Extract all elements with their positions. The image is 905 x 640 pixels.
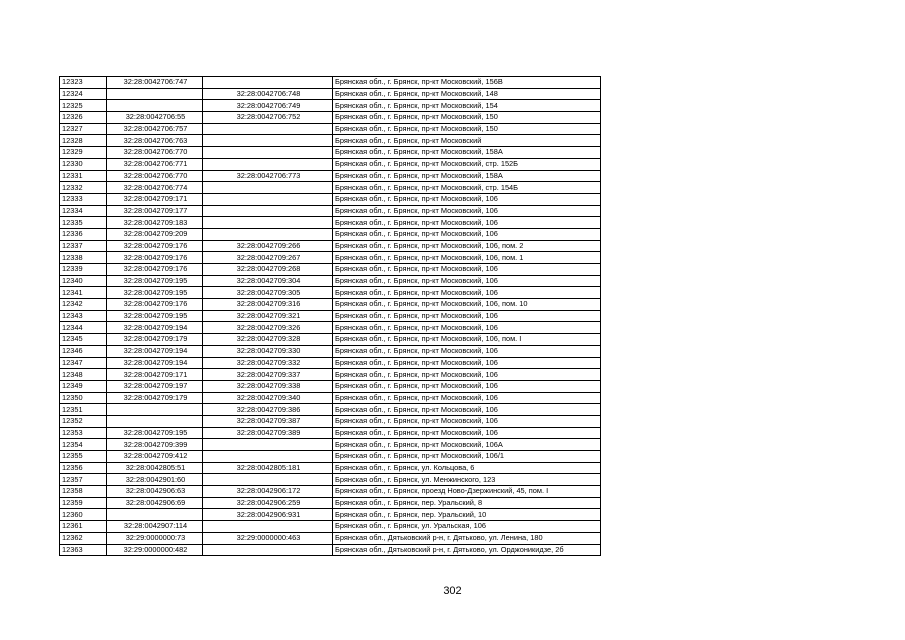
address-cell: Брянская обл., г. Брянск, пр-кт Московский, 106 bbox=[333, 217, 601, 229]
object-cadastral-number-cell bbox=[203, 123, 333, 135]
cadastral-number-cell bbox=[107, 415, 203, 427]
table-row bbox=[60, 462, 601, 474]
object-cadastral-number-cell: 32:28:0042709:316 bbox=[203, 299, 333, 311]
row-number-cell: 12324 bbox=[60, 88, 107, 100]
table-row bbox=[60, 380, 601, 392]
table-row bbox=[60, 240, 601, 252]
object-cadastral-number-cell: 32:28:0042709:326 bbox=[203, 322, 333, 334]
address-cell: Брянская обл., г. Брянск, пр-кт Московский, 106 bbox=[333, 427, 601, 439]
object-cadastral-number-cell: 32:28:0042906:259 bbox=[203, 497, 333, 509]
object-cadastral-number-cell bbox=[203, 521, 333, 533]
object-cadastral-number-cell bbox=[203, 158, 333, 170]
address-cell: Брянская обл., г. Брянск, пр-кт Московский, 158А bbox=[333, 170, 601, 182]
cadastral-number-cell: 32:28:0042706:55 bbox=[107, 112, 203, 124]
table-row bbox=[60, 252, 601, 264]
cadastral-number-cell bbox=[107, 404, 203, 416]
cadastral-number-cell: 32:28:0042906:69 bbox=[107, 497, 203, 509]
address-cell: Брянская обл., г. Брянск, пр-кт Московский, 106 bbox=[333, 392, 601, 404]
cadastral-number-cell: 32:28:0042709:195 bbox=[107, 310, 203, 322]
cadastral-number-cell: 32:28:0042709:195 bbox=[107, 287, 203, 299]
table-row bbox=[60, 264, 601, 276]
row-number-cell: 12334 bbox=[60, 205, 107, 217]
row-number-cell: 12348 bbox=[60, 369, 107, 381]
address-cell: Брянская обл., г. Брянск, пр-кт Московский, 106, пом. 10 bbox=[333, 299, 601, 311]
cadastral-number-cell: 32:28:0042709:179 bbox=[107, 334, 203, 346]
row-number-cell: 12358 bbox=[60, 486, 107, 498]
object-cadastral-number-cell: 32:28:0042706:773 bbox=[203, 170, 333, 182]
row-number-cell: 12330 bbox=[60, 158, 107, 170]
object-cadastral-number-cell: 32:28:0042709:267 bbox=[203, 252, 333, 264]
row-number-cell: 12329 bbox=[60, 147, 107, 159]
table-row bbox=[60, 439, 601, 451]
address-cell: Брянская обл., г. Брянск, пр-кт Московский, 106, пом. I bbox=[333, 334, 601, 346]
row-number-cell: 12331 bbox=[60, 170, 107, 182]
table-row bbox=[60, 158, 601, 170]
row-number-cell: 12359 bbox=[60, 497, 107, 509]
row-number-cell: 12353 bbox=[60, 427, 107, 439]
address-cell: Брянская обл., г. Брянск, ул. Уральская, 106 bbox=[333, 521, 601, 533]
address-cell: Брянская обл., г. Брянск, пр-кт Московский, 150 bbox=[333, 112, 601, 124]
object-cadastral-number-cell: 32:29:0000000:463 bbox=[203, 532, 333, 544]
row-number-cell: 12349 bbox=[60, 380, 107, 392]
object-cadastral-number-cell: 32:28:0042709:321 bbox=[203, 310, 333, 322]
row-number-cell: 12338 bbox=[60, 252, 107, 264]
table-row bbox=[60, 369, 601, 381]
property-register-table bbox=[59, 76, 601, 556]
object-cadastral-number-cell bbox=[203, 451, 333, 463]
row-number-cell: 12342 bbox=[60, 299, 107, 311]
object-cadastral-number-cell bbox=[203, 77, 333, 89]
object-cadastral-number-cell: 32:28:0042709:266 bbox=[203, 240, 333, 252]
address-cell: Брянская обл., г. Брянск, пр-кт Московский, 106 bbox=[333, 264, 601, 276]
address-cell: Брянская обл., г. Брянск, ул. Менжинского, 123 bbox=[333, 474, 601, 486]
table-row bbox=[60, 497, 601, 509]
row-number-cell: 12344 bbox=[60, 322, 107, 334]
cadastral-number-cell: 32:29:0000000:73 bbox=[107, 532, 203, 544]
address-cell: Брянская обл., г. Брянск, пр-кт Московский, 106 bbox=[333, 310, 601, 322]
table-row bbox=[60, 88, 601, 100]
table-row bbox=[60, 112, 601, 124]
table-row bbox=[60, 392, 601, 404]
address-cell: Брянская обл., г. Брянск, пр-кт Московский, 106 bbox=[333, 275, 601, 287]
row-number-cell: 12343 bbox=[60, 310, 107, 322]
cadastral-number-cell: 32:28:0042706:770 bbox=[107, 170, 203, 182]
address-cell: Брянская обл., г. Брянск, пр-кт Московский, 148 bbox=[333, 88, 601, 100]
object-cadastral-number-cell: 32:28:0042706:749 bbox=[203, 100, 333, 112]
table-row bbox=[60, 509, 601, 521]
table-row bbox=[60, 486, 601, 498]
cadastral-number-cell bbox=[107, 509, 203, 521]
address-cell: Брянская обл., Дятьковский р-н, г. Дятьково, ул. Орджоникидзе, 2б bbox=[333, 544, 601, 556]
row-number-cell: 12354 bbox=[60, 439, 107, 451]
row-number-cell: 12335 bbox=[60, 217, 107, 229]
cadastral-number-cell: 32:28:0042706:747 bbox=[107, 77, 203, 89]
address-cell: Брянская обл., г. Брянск, пр-кт Московский, 156В bbox=[333, 77, 601, 89]
row-number-cell: 12345 bbox=[60, 334, 107, 346]
cadastral-number-cell: 32:28:0042709:179 bbox=[107, 392, 203, 404]
cadastral-number-cell: 32:29:0000000:482 bbox=[107, 544, 203, 556]
table-row bbox=[60, 228, 601, 240]
table-row bbox=[60, 193, 601, 205]
row-number-cell: 12332 bbox=[60, 182, 107, 194]
row-number-cell: 12347 bbox=[60, 357, 107, 369]
address-cell: Брянская обл., г. Брянск, пр-кт Московский, стр. 152Б bbox=[333, 158, 601, 170]
cadastral-number-cell bbox=[107, 88, 203, 100]
object-cadastral-number-cell: 32:28:0042709:389 bbox=[203, 427, 333, 439]
table-row bbox=[60, 345, 601, 357]
object-cadastral-number-cell bbox=[203, 217, 333, 229]
row-number-cell: 12355 bbox=[60, 451, 107, 463]
row-number-cell: 12333 bbox=[60, 193, 107, 205]
row-number-cell: 12361 bbox=[60, 521, 107, 533]
cadastral-number-cell: 32:28:0042709:194 bbox=[107, 322, 203, 334]
address-cell: Брянская обл., г. Брянск, ул. Кольцова, 6 bbox=[333, 462, 601, 474]
row-number-cell: 12363 bbox=[60, 544, 107, 556]
cadastral-number-cell: 32:28:0042709:176 bbox=[107, 299, 203, 311]
address-cell: Брянская обл., г. Брянск, пр-кт Московский, 106, пом. 1 bbox=[333, 252, 601, 264]
table-row bbox=[60, 205, 601, 217]
address-cell: Брянская обл., г. Брянск, пер. Уральский, 8 bbox=[333, 497, 601, 509]
object-cadastral-number-cell: 32:28:0042906:172 bbox=[203, 486, 333, 498]
object-cadastral-number-cell: 32:28:0042709:340 bbox=[203, 392, 333, 404]
cadastral-number-cell bbox=[107, 100, 203, 112]
table-body bbox=[60, 77, 601, 556]
object-cadastral-number-cell bbox=[203, 205, 333, 217]
cadastral-number-cell: 32:28:0042709:171 bbox=[107, 369, 203, 381]
table-row bbox=[60, 427, 601, 439]
table-row bbox=[60, 322, 601, 334]
table-row bbox=[60, 217, 601, 229]
address-cell: Брянская обл., г. Брянск, пр-кт Московский, 106 bbox=[333, 369, 601, 381]
address-cell: Брянская обл., Дятьковский р-н, г. Дятьково, ул. Ленина, 180 bbox=[333, 532, 601, 544]
object-cadastral-number-cell bbox=[203, 147, 333, 159]
object-cadastral-number-cell bbox=[203, 544, 333, 556]
row-number-cell: 12360 bbox=[60, 509, 107, 521]
row-number-cell: 12350 bbox=[60, 392, 107, 404]
row-number-cell: 12327 bbox=[60, 123, 107, 135]
table-row bbox=[60, 451, 601, 463]
table-row bbox=[60, 275, 601, 287]
table-row bbox=[60, 404, 601, 416]
table-row bbox=[60, 77, 601, 89]
object-cadastral-number-cell: 32:28:0042709:304 bbox=[203, 275, 333, 287]
table-row bbox=[60, 170, 601, 182]
object-cadastral-number-cell: 32:28:0042709:337 bbox=[203, 369, 333, 381]
table-row bbox=[60, 135, 601, 147]
address-cell: Брянская обл., г. Брянск, пр-кт Московский, 106 bbox=[333, 287, 601, 299]
row-number-cell: 12351 bbox=[60, 404, 107, 416]
object-cadastral-number-cell: 32:28:0042709:268 bbox=[203, 264, 333, 276]
cadastral-number-cell: 32:28:0042706:757 bbox=[107, 123, 203, 135]
address-cell: Брянская обл., г. Брянск, пр-кт Московский, стр. 154Б bbox=[333, 182, 601, 194]
row-number-cell: 12339 bbox=[60, 264, 107, 276]
address-cell: Брянская обл., г. Брянск, пр-кт Московский, 150 bbox=[333, 123, 601, 135]
table-row bbox=[60, 532, 601, 544]
cadastral-number-cell: 32:28:0042709:183 bbox=[107, 217, 203, 229]
table-row bbox=[60, 182, 601, 194]
object-cadastral-number-cell bbox=[203, 439, 333, 451]
cadastral-number-cell: 32:28:0042907:114 bbox=[107, 521, 203, 533]
cadastral-number-cell: 32:28:0042706:771 bbox=[107, 158, 203, 170]
address-cell: Брянская обл., г. Брянск, пер. Уральский, 10 bbox=[333, 509, 601, 521]
cadastral-number-cell: 32:28:0042906:63 bbox=[107, 486, 203, 498]
row-number-cell: 12325 bbox=[60, 100, 107, 112]
object-cadastral-number-cell bbox=[203, 182, 333, 194]
row-number-cell: 12341 bbox=[60, 287, 107, 299]
address-cell: Брянская обл., г. Брянск, пр-кт Московский, 106 bbox=[333, 357, 601, 369]
table-row bbox=[60, 521, 601, 533]
address-cell: Брянская обл., г. Брянск, пр-кт Московский, 106 bbox=[333, 345, 601, 357]
address-cell: Брянская обл., г. Брянск, пр-кт Московский, 158А bbox=[333, 147, 601, 159]
row-number-cell: 12362 bbox=[60, 532, 107, 544]
cadastral-number-cell: 32:28:0042901:60 bbox=[107, 474, 203, 486]
object-cadastral-number-cell bbox=[203, 474, 333, 486]
table-row bbox=[60, 299, 601, 311]
address-cell: Брянская обл., г. Брянск, пр-кт Московский, 106 bbox=[333, 380, 601, 392]
table-row bbox=[60, 357, 601, 369]
cadastral-number-cell: 32:28:0042709:195 bbox=[107, 427, 203, 439]
cadastral-number-cell: 32:28:0042709:197 bbox=[107, 380, 203, 392]
table-row bbox=[60, 415, 601, 427]
cadastral-number-cell: 32:28:0042706:763 bbox=[107, 135, 203, 147]
cadastral-number-cell: 32:28:0042709:176 bbox=[107, 240, 203, 252]
cadastral-number-cell: 32:28:0042709:194 bbox=[107, 357, 203, 369]
cadastral-number-cell: 32:28:0042709:176 bbox=[107, 252, 203, 264]
table-row bbox=[60, 334, 601, 346]
address-cell: Брянская обл., г. Брянск, пр-кт Московский bbox=[333, 135, 601, 147]
address-cell: Брянская обл., г. Брянск, пр-кт Московский, 154 bbox=[333, 100, 601, 112]
page-number: 302 bbox=[443, 585, 462, 597]
object-cadastral-number-cell: 32:28:0042709:332 bbox=[203, 357, 333, 369]
row-number-cell: 12336 bbox=[60, 228, 107, 240]
table-row bbox=[60, 100, 601, 112]
cadastral-number-cell: 32:28:0042805:51 bbox=[107, 462, 203, 474]
table-row bbox=[60, 544, 601, 556]
object-cadastral-number-cell: 32:28:0042805:181 bbox=[203, 462, 333, 474]
object-cadastral-number-cell: 32:28:0042709:387 bbox=[203, 415, 333, 427]
cadastral-number-cell: 32:28:0042709:177 bbox=[107, 205, 203, 217]
table-row bbox=[60, 147, 601, 159]
table-row bbox=[60, 123, 601, 135]
cadastral-number-cell: 32:28:0042706:770 bbox=[107, 147, 203, 159]
object-cadastral-number-cell: 32:28:0042709:386 bbox=[203, 404, 333, 416]
object-cadastral-number-cell bbox=[203, 228, 333, 240]
object-cadastral-number-cell: 32:28:0042709:330 bbox=[203, 345, 333, 357]
address-cell: Брянская обл., г. Брянск, пр-кт Московский, 106 bbox=[333, 193, 601, 205]
table-row bbox=[60, 474, 601, 486]
object-cadastral-number-cell: 32:28:0042709:328 bbox=[203, 334, 333, 346]
address-cell: Брянская обл., г. Брянск, пр-кт Московский, 106 bbox=[333, 322, 601, 334]
object-cadastral-number-cell: 32:28:0042906:931 bbox=[203, 509, 333, 521]
cadastral-number-cell: 32:28:0042709:399 bbox=[107, 439, 203, 451]
address-cell: Брянская обл., г. Брянск, пр-кт Московский, 106 bbox=[333, 404, 601, 416]
cadastral-number-cell: 32:28:0042709:412 bbox=[107, 451, 203, 463]
cadastral-number-cell: 32:28:0042706:774 bbox=[107, 182, 203, 194]
object-cadastral-number-cell bbox=[203, 193, 333, 205]
cadastral-number-cell: 32:28:0042709:176 bbox=[107, 264, 203, 276]
table-row bbox=[60, 287, 601, 299]
row-number-cell: 12346 bbox=[60, 345, 107, 357]
row-number-cell: 12340 bbox=[60, 275, 107, 287]
address-cell: Брянская обл., г. Брянск, пр-кт Московский, 106/1 bbox=[333, 451, 601, 463]
cadastral-number-cell: 32:28:0042709:209 bbox=[107, 228, 203, 240]
object-cadastral-number-cell: 32:28:0042706:752 bbox=[203, 112, 333, 124]
cadastral-number-cell: 32:28:0042709:195 bbox=[107, 275, 203, 287]
cadastral-number-cell: 32:28:0042709:171 bbox=[107, 193, 203, 205]
address-cell: Брянская обл., г. Брянск, проезд Ново-Дзержинский, 45, пом. I bbox=[333, 486, 601, 498]
address-cell: Брянская обл., г. Брянск, пр-кт Московский, 106 bbox=[333, 228, 601, 240]
row-number-cell: 12328 bbox=[60, 135, 107, 147]
address-cell: Брянская обл., г. Брянск, пр-кт Московский, 106А bbox=[333, 439, 601, 451]
row-number-cell: 12337 bbox=[60, 240, 107, 252]
address-cell: Брянская обл., г. Брянск, пр-кт Московский, 106, пом. 2 bbox=[333, 240, 601, 252]
object-cadastral-number-cell bbox=[203, 135, 333, 147]
cadastral-number-cell: 32:28:0042709:194 bbox=[107, 345, 203, 357]
object-cadastral-number-cell: 32:28:0042709:338 bbox=[203, 380, 333, 392]
address-cell: Брянская обл., г. Брянск, пр-кт Московский, 106 bbox=[333, 205, 601, 217]
table-row bbox=[60, 310, 601, 322]
row-number-cell: 12326 bbox=[60, 112, 107, 124]
address-cell: Брянская обл., г. Брянск, пр-кт Московский, 106 bbox=[333, 415, 601, 427]
object-cadastral-number-cell: 32:28:0042706:748 bbox=[203, 88, 333, 100]
object-cadastral-number-cell: 32:28:0042709:305 bbox=[203, 287, 333, 299]
row-number-cell: 12357 bbox=[60, 474, 107, 486]
row-number-cell: 12356 bbox=[60, 462, 107, 474]
row-number-cell: 12323 bbox=[60, 77, 107, 89]
row-number-cell: 12352 bbox=[60, 415, 107, 427]
